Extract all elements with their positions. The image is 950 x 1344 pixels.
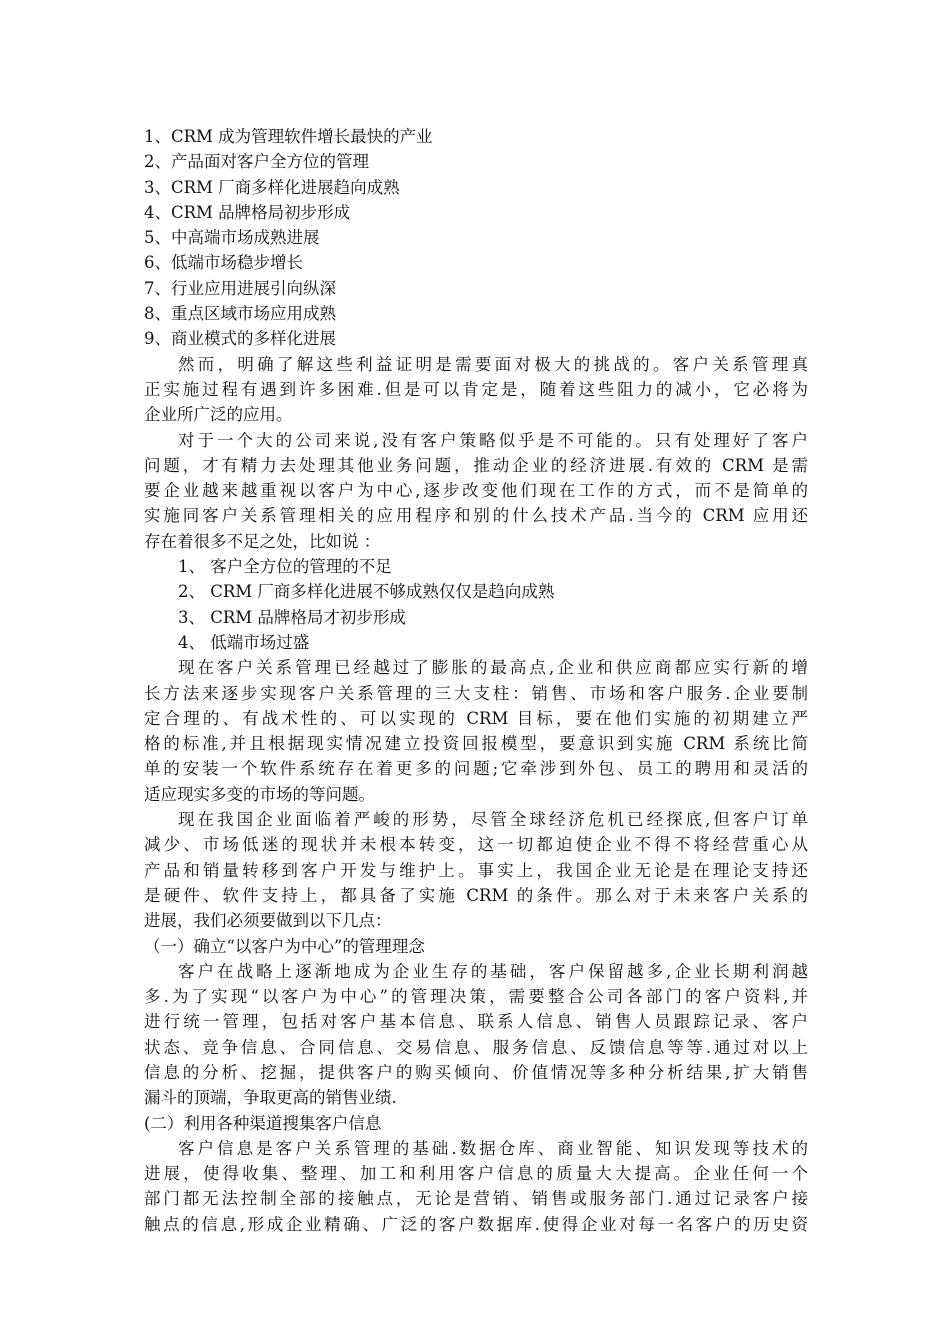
- text-line: 定合理的、有战术性的、可以实现的 CRM 目标，要在他们实施的初期建立严: [144, 708, 808, 728]
- text-line: 进展，使得收集、整理、加工和利用客户信息的质量大大提高。企业任何一个: [144, 1164, 808, 1184]
- text-line: 2、产品面对客户全方位的管理: [144, 152, 369, 172]
- text-line: 信息的分析、挖掘，提供客户的购买倾向、价值情况等多种分析结果,扩大销售: [144, 1062, 808, 1082]
- text-line: 现在客户关系管理已经越过了膨胀的最高点,企业和供应商都应实行新的增: [178, 658, 808, 678]
- text-line: 多.为了实现“以客户为中心”的管理决策，需要整合公司各部门的客户资料,并: [144, 987, 808, 1007]
- text-line: 适应现实多变的市场的等问题。: [144, 784, 375, 804]
- text-line: 3、CRM 厂商多样化进展趋向成熟: [144, 177, 400, 197]
- text-line: 8、重点区域市场应用成熟: [144, 304, 336, 324]
- text-line: 实施同客户关系管理相关的应用程序和别的什么技术产品.当今的 CRM 应用还: [144, 506, 808, 526]
- text-line: 格的标准,并且根据现实情况建立投资回报模型，要意识到实施 CRM 系统比简: [144, 734, 808, 754]
- text-line: (二）利用各种渠道搜集客户信息: [144, 1113, 382, 1133]
- text-line: 进展，我们必须要做到以下几点：: [144, 911, 392, 931]
- text-line: 4、CRM 品牌格局初步形成: [144, 202, 351, 222]
- text-line: 漏斗的顶端，争取更高的销售业绩.: [144, 1088, 397, 1108]
- text-line: 7、行业应用进展引向纵深: [144, 278, 336, 298]
- text-line: 减少、市场低迷的现状并未根本转变，这一切都迫使企业不得不将经营重心从: [144, 835, 808, 855]
- text-line: 客户在战略上逐渐地成为企业生存的基础，客户保留越多,企业长期利润越: [178, 961, 808, 981]
- text-line: 4、 低端市场过盛: [178, 632, 310, 652]
- text-line: 对于一个大的公司来说,没有客户策略似乎是不可能的。只有处理好了客户: [178, 430, 808, 450]
- text-line: 3、 CRM 品牌格局才初步形成: [178, 607, 406, 627]
- text-line: 进行统一管理，包括对客户基本信息、联系人信息、销售人员跟踪记录、客户: [144, 1012, 808, 1032]
- text-line: 1、 客户全方位的管理的不足: [178, 557, 392, 577]
- text-line: 状态、竞争信息、合同信息、交易信息、服务信息、反馈信息等等.通过对以上: [144, 1037, 808, 1057]
- text-line: 5、中高端市场成熟进展: [144, 228, 320, 248]
- text-line: 问题，才有精力去处理其他业务问题，推动企业的经济进展.有效的 CRM 是需: [144, 455, 808, 475]
- text-line: 客户信息是客户关系管理的基础.数据仓库、商业智能、知识发现等技术的: [178, 1138, 808, 1158]
- text-line: （一）确立“以客户为中心”的管理理念: [144, 936, 425, 956]
- text-line: 然而，明确了解这些利益证明是需要面对极大的挑战的。客户关系管理真: [178, 354, 808, 374]
- text-line: 长方法来逐步实现客户关系管理的三大支柱：销售、市场和客户服务.企业要制: [144, 683, 808, 703]
- text-line: 9、商业模式的多样化进展: [144, 329, 336, 349]
- text-line: 部门都无法控制全部的接触点，无论是营销、销售或服务部门.通过记录客户接: [144, 1189, 808, 1209]
- text-line: 现在我国企业面临着严峻的形势，尽管全球经济危机已经探底,但客户订单: [178, 810, 808, 830]
- text-line: 1、CRM 成为管理软件增长最快的产业: [144, 127, 433, 146]
- text-line: 触点的信息,形成企业精确、广泛的客户数据库.使得企业对每一名客户的历史资: [144, 1214, 808, 1234]
- text-line: 正实施过程有遇到许多困难.但是可以肯定是，随着这些阻力的减小，它必将为: [144, 379, 808, 399]
- text-line: 2、 CRM 厂商多样化进展不够成熟仅仅是趋向成熟: [178, 582, 555, 602]
- text-line: 单的安装一个软件系统存在着更多的问题;它牵涉到外包、员工的聘用和灵活的: [144, 759, 808, 779]
- text-line: 是硬件、软件支持上，都具备了实施 CRM 的条件。那么对于未来客户关系的: [144, 885, 808, 905]
- text-line: 6、低端市场稳步增长: [144, 253, 303, 273]
- text-line: 要企业越来越重视以客户为中心,逐步改变他们现在工作的方式，而不是简单的: [144, 481, 808, 501]
- text-line: 企业所广泛的应用。: [144, 405, 293, 425]
- text-line: 存在着很多不足之处，比如说 ：: [144, 531, 381, 551]
- document-body: [144, 124, 808, 1237]
- text-line: 产品和销量转移到客户开发与维护上。事实上，我国企业无论是在理论支持还: [144, 860, 808, 880]
